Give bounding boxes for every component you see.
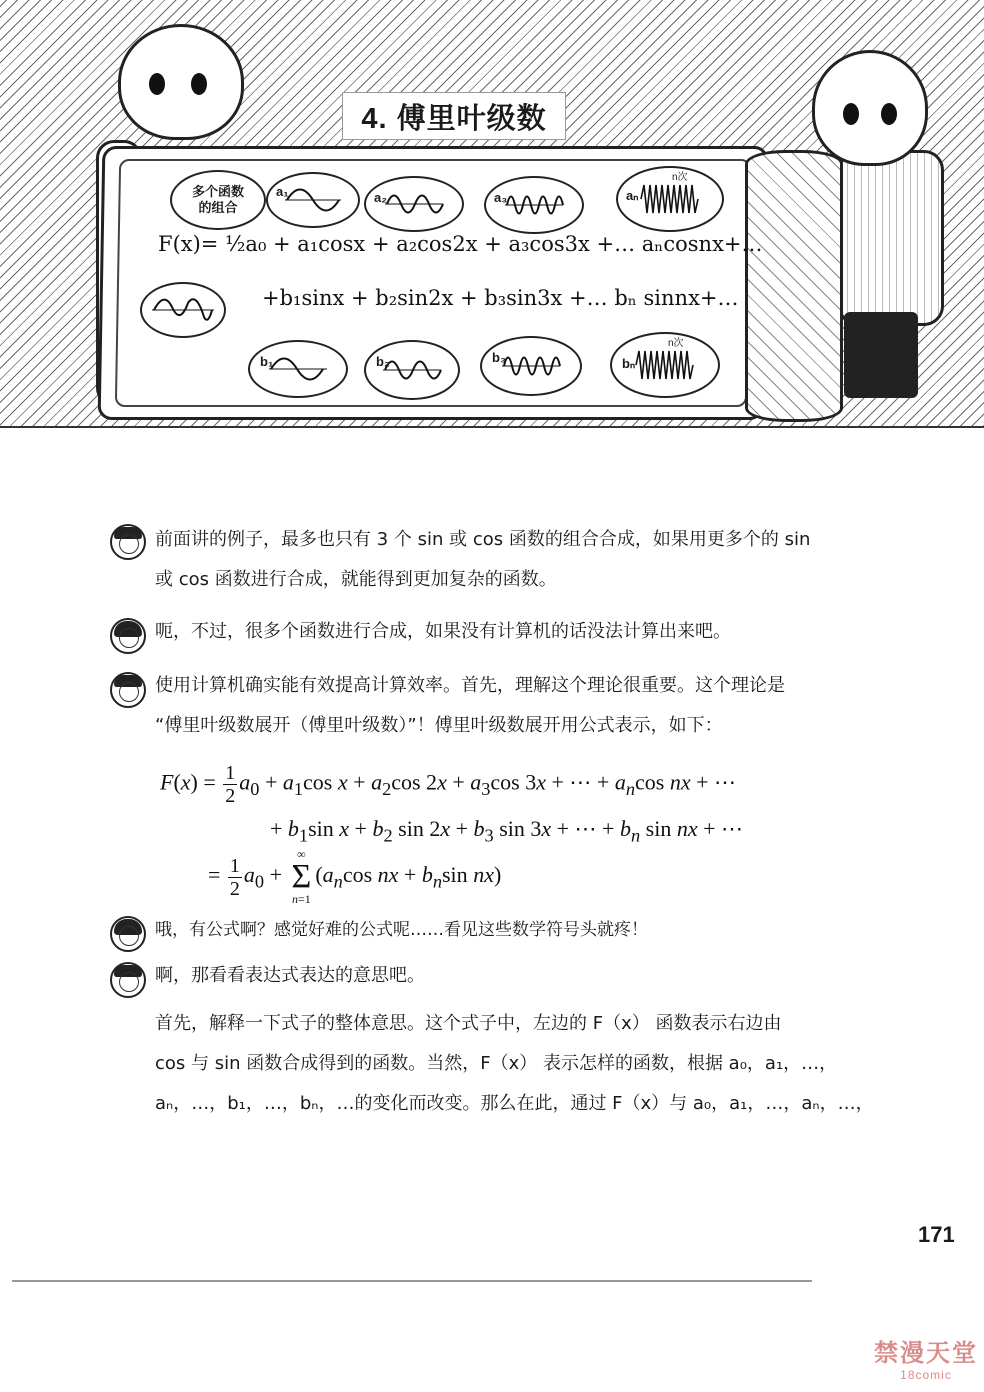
bubble-combination-label: 多个函数的组合: [191, 184, 244, 215]
wave-icon: [637, 181, 703, 217]
handwritten-formula-line1: F(x)= ½a₀ + a₁cosx + a₂cos2x + a₃cos3x +… aₙcosnx+…: [158, 232, 763, 256]
teacher-avatar-icon: [110, 672, 146, 708]
bubble-b3: [480, 336, 582, 396]
formula-line2: + $b_1\sin$ $x + b_2$ $\sin 2x + b_3$ sin 3x + ⋯ + $b_n$ sin nx + ⋯: [270, 816, 744, 846]
header-illustration: [0, 0, 984, 428]
bubble-label-a1: a₁: [276, 184, 289, 199]
dialogue-teacher-2: [155, 666, 785, 746]
teacher-avatar-icon: [110, 962, 146, 998]
bubble-label-b2: b₂: [376, 354, 390, 369]
bubble-label-an: aₙ: [626, 188, 639, 203]
watermark: [872, 1340, 980, 1382]
formula-line1: F(x) = $\frac{1}{2}$ $a_0 + a_1\cos$ $x + a_2\cos$ $2x + a_3\cos$ 3x + ⋯ + $a_n\cos$ nx + ⋯: [160, 762, 737, 807]
right-girl-skirt: [844, 312, 918, 398]
bubble-label-a2: a₂: [374, 190, 388, 205]
text-line: cos 与 sin 函数合成得到的函数。当然，F（x） 表示怎样的函数，根据 a₀，a₁，…，: [155, 1053, 838, 1074]
bubble-combined-wave: [140, 282, 226, 338]
dialogue-teacher-1: [155, 520, 810, 600]
footer-divider: [12, 1280, 812, 1282]
bubble-b2: [364, 340, 460, 400]
wave-icon: [381, 353, 443, 387]
scroll-roll: [745, 150, 843, 422]
eye-icon: [149, 73, 165, 95]
bubble-label-b1: b₁: [260, 354, 274, 369]
bubble-bn: [610, 332, 720, 398]
text-line: 使用计算机确实能有效提高计算效率。首先，理解这个理论很重要。这个理论是: [155, 675, 785, 696]
bubble-combination: [170, 170, 266, 230]
student-avatar-icon: [110, 618, 146, 654]
wave-icon: [383, 187, 445, 221]
right-girl-head: [812, 50, 928, 166]
eye-icon: [843, 103, 859, 125]
watermark-line2: 18comic: [900, 1368, 952, 1382]
left-girl-head: [118, 24, 244, 140]
bubble-label-a3: a₃: [494, 190, 508, 205]
section-title: 4. 傅里叶级数: [342, 92, 566, 140]
wave-icon: [283, 183, 343, 217]
eye-icon: [191, 73, 207, 95]
n-times-label: n次: [672, 172, 688, 183]
formula-line3: = $\frac{1}{2}$ $a_0$ + ∞ Σ $n=1(a_n\cos$ nx + $b_n\sin$ nx): [208, 847, 502, 906]
eye-icon: [881, 103, 897, 125]
dialogue-student-1: 呃，不过，很多个函数进行合成，如果没有计算机的话没法计算出来吧。: [155, 621, 731, 642]
dialogue-teacher-4: [155, 1004, 874, 1124]
bubble-an: [616, 166, 724, 232]
bubble-a3: [484, 176, 584, 234]
bubble-a2: [364, 176, 464, 232]
wave-icon: [503, 188, 565, 222]
bubble-label-b3: b₃: [492, 350, 506, 365]
bubble-a1: [266, 172, 360, 228]
handwritten-formula-line2: +b₁sinx + b₂sin2x + b₃sin3x +… bₙ sinnx+…: [262, 286, 739, 310]
wave-icon: [150, 293, 216, 327]
text-line: 首先，解释一下式子的整体意思。这个式子中，左边的 F（x） 函数表示右边由: [155, 1013, 782, 1034]
wave-icon: [500, 349, 562, 383]
wave-icon: [267, 352, 329, 386]
right-girl-body: [838, 150, 944, 326]
n-times-label: n次: [668, 338, 684, 349]
wave-icon: [632, 347, 698, 383]
teacher-avatar-icon: [110, 524, 146, 560]
watermark-line1: 禁漫天堂: [874, 1340, 978, 1367]
text-line: aₙ，…，b₁，…，bₙ，…的变化而改变。那么在此，通过 F（x）与 a₀，a₁，…，aₙ，…，: [155, 1093, 874, 1114]
dialogue-teacher-3: 啊，那看看表达式表达的意思吧。: [155, 965, 425, 986]
header-divider: [0, 426, 984, 428]
text-line: 前面讲的例子，最多也只有 3 个 sin 或 cos 函数的组合合成，如果用更多个的 sin: [155, 529, 811, 550]
bubble-label-bn: bₙ: [622, 356, 636, 371]
text-line: 或 cos 函数进行合成，就能得到更加复杂的函数。: [155, 569, 557, 590]
page-number: 171: [918, 1222, 955, 1247]
student-avatar-icon: [110, 916, 146, 952]
text-line: “傅里叶级数展开（傅里叶级数）”！傅里叶级数展开用公式表示，如下：: [155, 715, 723, 736]
dialogue-student-2: 哦，有公式啊？感觉好难的公式呢……看见这些数学符号头就疼！: [155, 920, 648, 940]
bubble-b1: [248, 340, 348, 398]
